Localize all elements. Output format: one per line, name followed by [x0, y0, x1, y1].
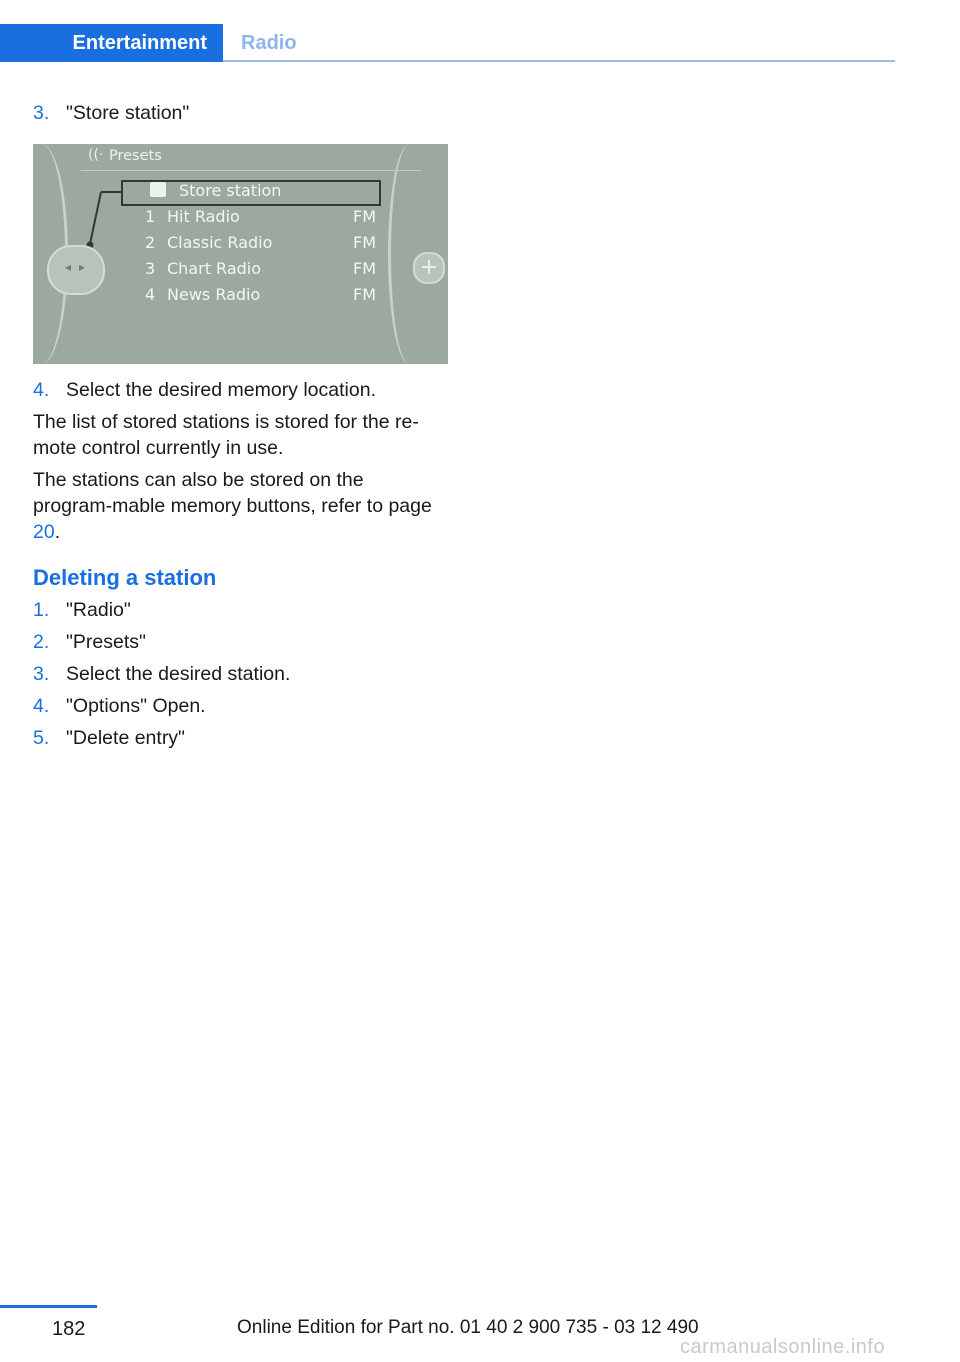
presets-screenshot — [33, 144, 448, 364]
page-number: 182 — [52, 1318, 86, 1340]
delete-step: 4. "Options" Open. — [33, 695, 206, 717]
menu-title: Presets — [109, 148, 162, 164]
step-select-memory — [33, 377, 448, 403]
page-link[interactable]: 20 — [33, 521, 55, 543]
save-icon — [150, 182, 166, 197]
preset-band: FM — [353, 285, 377, 304]
page-content — [33, 100, 448, 126]
delete-step: 2. "Presets" — [33, 631, 146, 653]
watermark: carmanualsonline.info — [680, 1336, 886, 1358]
delete-step: 3. Select the desired station. — [33, 663, 291, 685]
store-station-item[interactable]: Store station — [179, 181, 282, 200]
preset-row[interactable]: 3 Chart Radio — [145, 259, 262, 278]
tab-entertainment[interactable]: Entertainment — [0, 24, 223, 62]
header-underline — [223, 60, 895, 62]
plus-icon: + — [413, 252, 445, 284]
paragraph-remote-control: The list of stored stations is stored for the re-mote control currently in use. — [33, 411, 419, 459]
edition-footer: Online Edition for Part no. 01 40 2 900 735 - 03 12 490 — [237, 1317, 699, 1338]
header-tabs — [0, 0, 895, 62]
preset-band: FM — [353, 207, 377, 226]
preset-row[interactable]: 4 News Radio — [145, 285, 261, 304]
page-content-lower — [33, 377, 448, 751]
step-number: 3. — [33, 102, 50, 124]
delete-step: 5. "Delete entry" — [33, 727, 185, 749]
antenna-icon: ((· — [88, 147, 104, 163]
preset-band: FM — [353, 233, 377, 252]
preset-band: FM — [353, 259, 377, 278]
step-number: 4. — [33, 379, 50, 401]
step-store-station — [33, 100, 448, 126]
paragraph-memory-buttons: The stations can also be stored on the program-mable memory buttons, refer to page 20. — [33, 469, 432, 543]
preset-row[interactable]: 1 Hit Radio — [145, 207, 240, 226]
preset-row[interactable]: 2 Classic Radio — [145, 233, 273, 252]
step-text: Select the desired memory location. — [66, 379, 376, 401]
step-text: "Store station" — [66, 102, 190, 124]
page-number-rule — [0, 1305, 97, 1308]
tab-radio[interactable]: Radio — [241, 31, 297, 54]
controller-knob-icon: ◂ ▸ — [47, 245, 105, 295]
delete-step: 1. "Radio" — [33, 599, 131, 621]
section-heading: Deleting a station — [33, 565, 217, 590]
